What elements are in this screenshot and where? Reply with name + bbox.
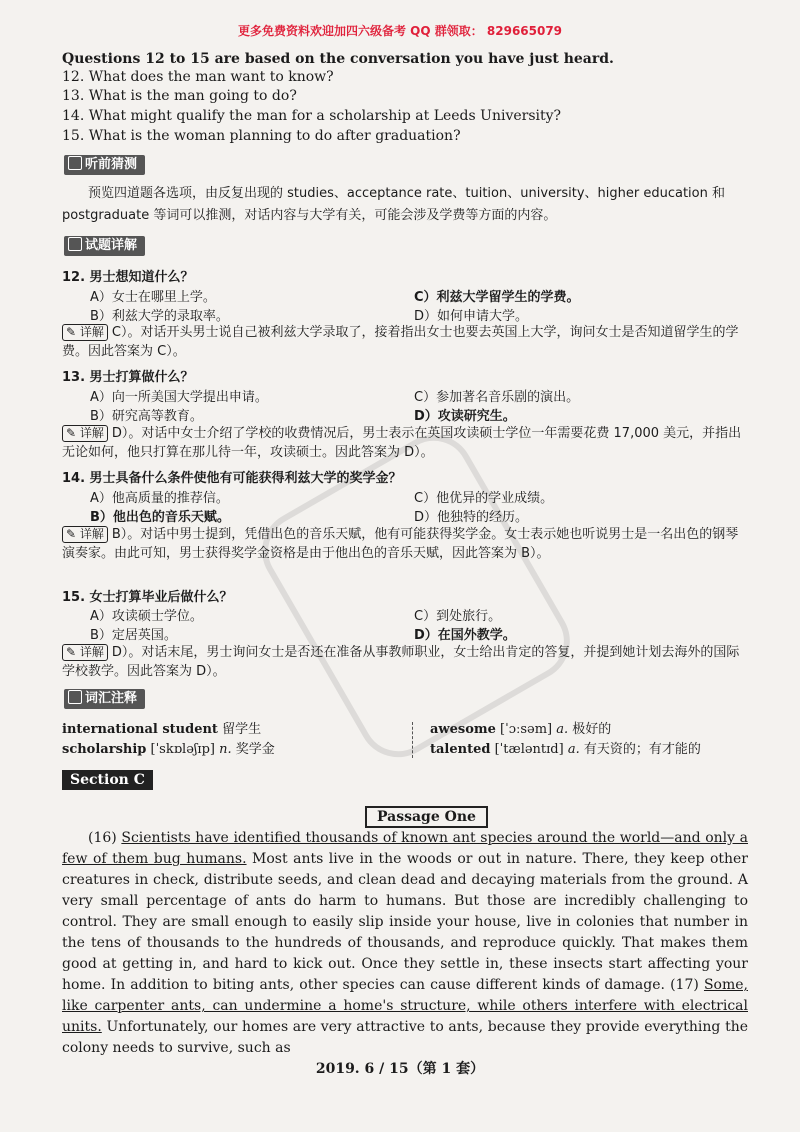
- explanation: ✎ 详解 C）。对话开头男士说自己被利兹大学录取了，接着指出女士也要去英国上大学，询问女士是否知道留学生的学费。因此答案为 C）。: [62, 325, 739, 359]
- passage-title: Passage One: [365, 806, 488, 828]
- preview-text: 预览四道题各选项，由反复出现的 studies、acceptance rate、tuition、university、higher education 和 postgraduate 等词可以推测，对话内容与大学有关，可能会涉及学费等方面的内容。: [62, 186, 725, 223]
- section-icon: [68, 156, 82, 170]
- vocab-divider: [412, 722, 413, 758]
- question-line: 14. What might qualify the man for a scholarship at Leeds University?: [62, 108, 562, 124]
- option: C）到处旅行。: [414, 609, 502, 624]
- option: D）他独特的经历。: [414, 510, 529, 525]
- option: A）向一所美国大学提出申请。: [90, 390, 268, 405]
- option: D）在国外教学。: [414, 628, 516, 643]
- preview-section-heading: 听前猜测: [64, 155, 145, 175]
- question-line: 15. What is the woman planning to do after graduation?: [62, 128, 461, 144]
- passage-text: (16) Scientists have identified thousands of known ant species around the world—and only a few of them bug humans. Most ants live in the woods or out in nature. There, they keep other creatures in check, distribute seeds, and clean dead and decaying materials from the ground. A very small percentage of ants do harm to humans. But those are incredibly challenging to control. They are small enough to easily slip inside your house, live in colonies that number in the tens of thousands to the hundreds of thousands, and reproduce quickly. That makes them good at getting in, and hard to kick out. Once they settle in, these insects start affecting your home. In addition to biting ants, other species can cause different kinds of damage. (17) Some, like carpenter ants, can undermine a home's structure, while others interfere with electrical units. Unfortunately, our homes are very attractive to ants, because they provide everything the colony needs to survive, such as: [62, 830, 748, 1056]
- explanation: ✎ 详解 D）。对话中女士介绍了学校的收费情况后，男士表示在英国攻读硕士学位一年需要花费 17,000 美元，并指出无论如何，他只打算在那儿待一年，攻读硕士。因此答案为 D）。: [62, 426, 742, 460]
- question-line: 13. What is the man going to do?: [62, 88, 297, 104]
- option: A）女士在哪里上学。: [90, 290, 216, 305]
- detail-tag: ✎ 详解: [62, 644, 108, 661]
- item-question: 12. 男士想知道什么？: [62, 270, 194, 285]
- question-line: 12. What does the man want to know?: [62, 69, 334, 85]
- detail-tag: ✎ 详解: [62, 526, 108, 543]
- detail-tag: ✎ 详解: [62, 425, 108, 442]
- explanation: ✎ 详解 B）。对话中男士提到，凭借出色的音乐天赋，他有可能获得奖学金。女士表示她也听说男士是一名出色的钢琴演奏家。由此可知，男士获得奖学金资格是由于他出色的音乐天赋，因此答案为 B）。: [62, 527, 739, 561]
- vocab-entry: awesome [ˈɔːsəm] a. 极好的: [430, 722, 612, 737]
- promo-banner: 更多免费资料欢迎加四六级备考 QQ 群领取： 829665079: [237, 24, 563, 38]
- detail-tag: ✎ 详解: [62, 324, 108, 341]
- vocab-section-heading: 词汇注释: [64, 689, 145, 709]
- option: B）利兹大学的录取率。: [90, 309, 229, 324]
- item-question: 13. 男士打算做什么？: [62, 370, 194, 385]
- item-question: 14. 男士具备什么条件使他有可能获得利兹大学的奖学金？: [62, 471, 402, 486]
- section-icon: [68, 690, 82, 704]
- option: C）他优异的学业成绩。: [414, 491, 554, 506]
- option: B）研究高等教育。: [90, 409, 203, 424]
- page-footer: 2019. 6 / 15（第 1 套）: [315, 1061, 485, 1077]
- vocab-entry: talented [ˈtæləntɪd] a. 有天资的；有才能的: [430, 742, 701, 757]
- option: B）定居英国。: [90, 628, 177, 643]
- vocab-entry: scholarship [ˈskɒləʃɪp] n. 奖学金: [62, 742, 275, 757]
- questions-header: Questions 12 to 15 are based on the conversation you have just heard.: [62, 51, 614, 67]
- section-icon: [68, 237, 82, 251]
- option: C）利兹大学留学生的学费。: [414, 290, 580, 305]
- option: B）他出色的音乐天赋。: [90, 510, 230, 525]
- option: A）他高质量的推荐信。: [90, 491, 229, 506]
- section-c-heading: Section C: [62, 770, 153, 790]
- option: D）如何申请大学。: [414, 309, 529, 324]
- item-question: 15. 女士打算毕业后做什么？: [62, 590, 233, 605]
- detail-section-heading: 试题详解: [64, 236, 145, 256]
- explanation: ✎ 详解 D）。对话末尾，男士询问女士是否还在准备从事教师职业，女士给出肯定的答复，并提到她计划去海外的国际学校教学。因此答案为 D）。: [62, 645, 740, 679]
- vocab-entry: international student 留学生: [62, 722, 262, 737]
- option: A）攻读硕士学位。: [90, 609, 203, 624]
- option: C）参加著名音乐剧的演出。: [414, 390, 580, 405]
- option: D）攻读研究生。: [414, 409, 516, 424]
